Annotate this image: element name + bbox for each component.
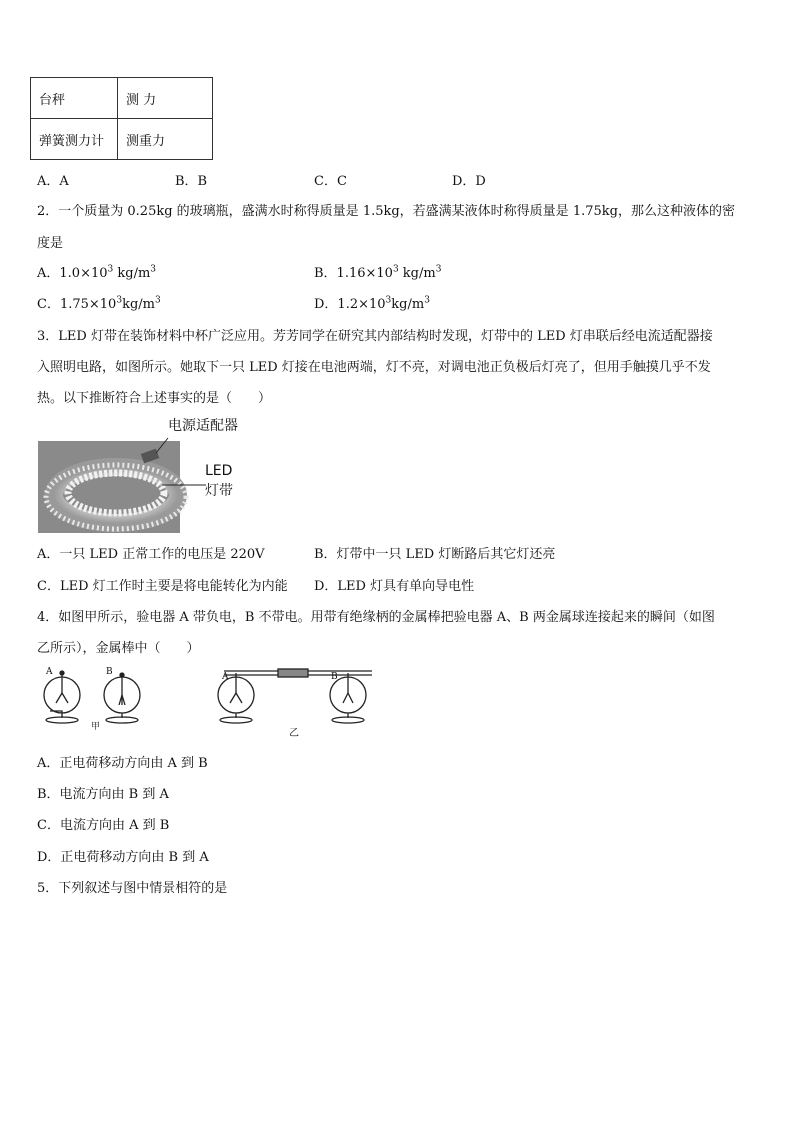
table-cell-tool: 台秤 xyxy=(31,78,118,119)
fig-label-adapter: 电源适配器 xyxy=(168,418,238,434)
fig-label-b-yi: B xyxy=(331,672,338,682)
q2-stem-line2: 度是 xyxy=(37,236,64,251)
electroscope-jia-a xyxy=(44,671,80,723)
q2-option-d: D．$1.2\times 10^3kg/m^3$ xyxy=(314,295,430,312)
q1-option-d: D．D xyxy=(452,174,486,189)
q1-option-c: C．C xyxy=(314,174,347,189)
fig-label-led: LED xyxy=(205,463,233,479)
q2-stem-line1: 2．一个质量为 0.25kg 的玻璃瓶，盛满水时称得质量是 1.5kg，若盛满某液体时称得质量是 1.75kg，那么这种液体的密 xyxy=(37,204,735,219)
fig-label-a-yi: A xyxy=(222,672,229,682)
electroscope-yi xyxy=(218,669,372,723)
q4-option-b: B．电流方向由 B 到 A xyxy=(37,787,169,802)
q2-option-b: B．$1.16\times 10^3$ $kg/m^3$ xyxy=(314,264,442,281)
q5-stem: 5．下列叙述与图中情景相符的是 xyxy=(37,881,228,896)
q2-option-c: C．$1.75\times 10^3kg/m^3$ xyxy=(37,295,161,312)
fig-label-jia: 甲 xyxy=(91,722,101,732)
q4-option-c: C．电流方向由 A 到 B xyxy=(37,818,170,833)
fig-label-strip: 灯带 xyxy=(205,483,233,499)
table-row xyxy=(31,119,213,160)
fig-label-a-jia: A xyxy=(46,667,53,677)
q3-option-d: D．LED 灯具有单向导电性 xyxy=(314,579,475,594)
q3-stem-line3: 热。以下推断符合上述事实的是（ ） xyxy=(37,391,272,406)
fig-label-b-jia: B xyxy=(106,667,113,677)
electroscope-jia-b xyxy=(104,673,140,723)
fig-label-yi: 乙 xyxy=(289,728,299,739)
q1-option-a: A．A xyxy=(37,174,69,189)
q3-stem-line1: 3．LED 灯带在装饰材料中杯广泛应用。芳芳同学在研究其内部结构时发现，灯带中的 LED 灯串联后经电流适配器接 xyxy=(37,329,713,344)
q1-table xyxy=(30,77,213,160)
q4-stem-line2: 乙所示），金属棒中（ ） xyxy=(37,641,200,656)
table-cell-tool: 弹簧测力计 xyxy=(31,119,118,160)
q2-option-a: A．$1.0\times 10^3$ $kg/m^3$ xyxy=(37,264,157,281)
q3-option-c: C．LED 灯工作时主要是将电能转化为内能 xyxy=(37,579,288,594)
electroscope-diagram xyxy=(38,665,378,740)
table-cell-use: 测 力 xyxy=(118,78,213,119)
q3-option-b: B．灯带中一只 LED 灯断路后其它灯还亮 xyxy=(314,547,556,562)
table-row xyxy=(31,78,213,119)
q3-stem-line2: 入照明电路，如图所示。她取下一只 LED 灯接在电池两端，灯不亮，对调电池正负极后灯亮了，但用手触摸几乎不发 xyxy=(37,360,711,375)
electroscope-figure xyxy=(38,665,378,740)
q1-option-b: B．B xyxy=(175,174,208,189)
table-cell-use: 测重力 xyxy=(118,119,213,160)
q3-option-a: A．一只 LED 正常工作的电压是 220V xyxy=(37,547,265,562)
q4-stem-line1: 4．如图甲所示，验电器 A 带负电，B 不带电。用带有绝缘柄的金属棒把验电器 A、B 两金属球连接起来的瞬间（如图 xyxy=(37,610,715,625)
q4-option-a: A．正电荷移动方向由 A 到 B xyxy=(37,756,208,771)
q4-option-d: D．正电荷移动方向由 B 到 A xyxy=(37,850,209,865)
